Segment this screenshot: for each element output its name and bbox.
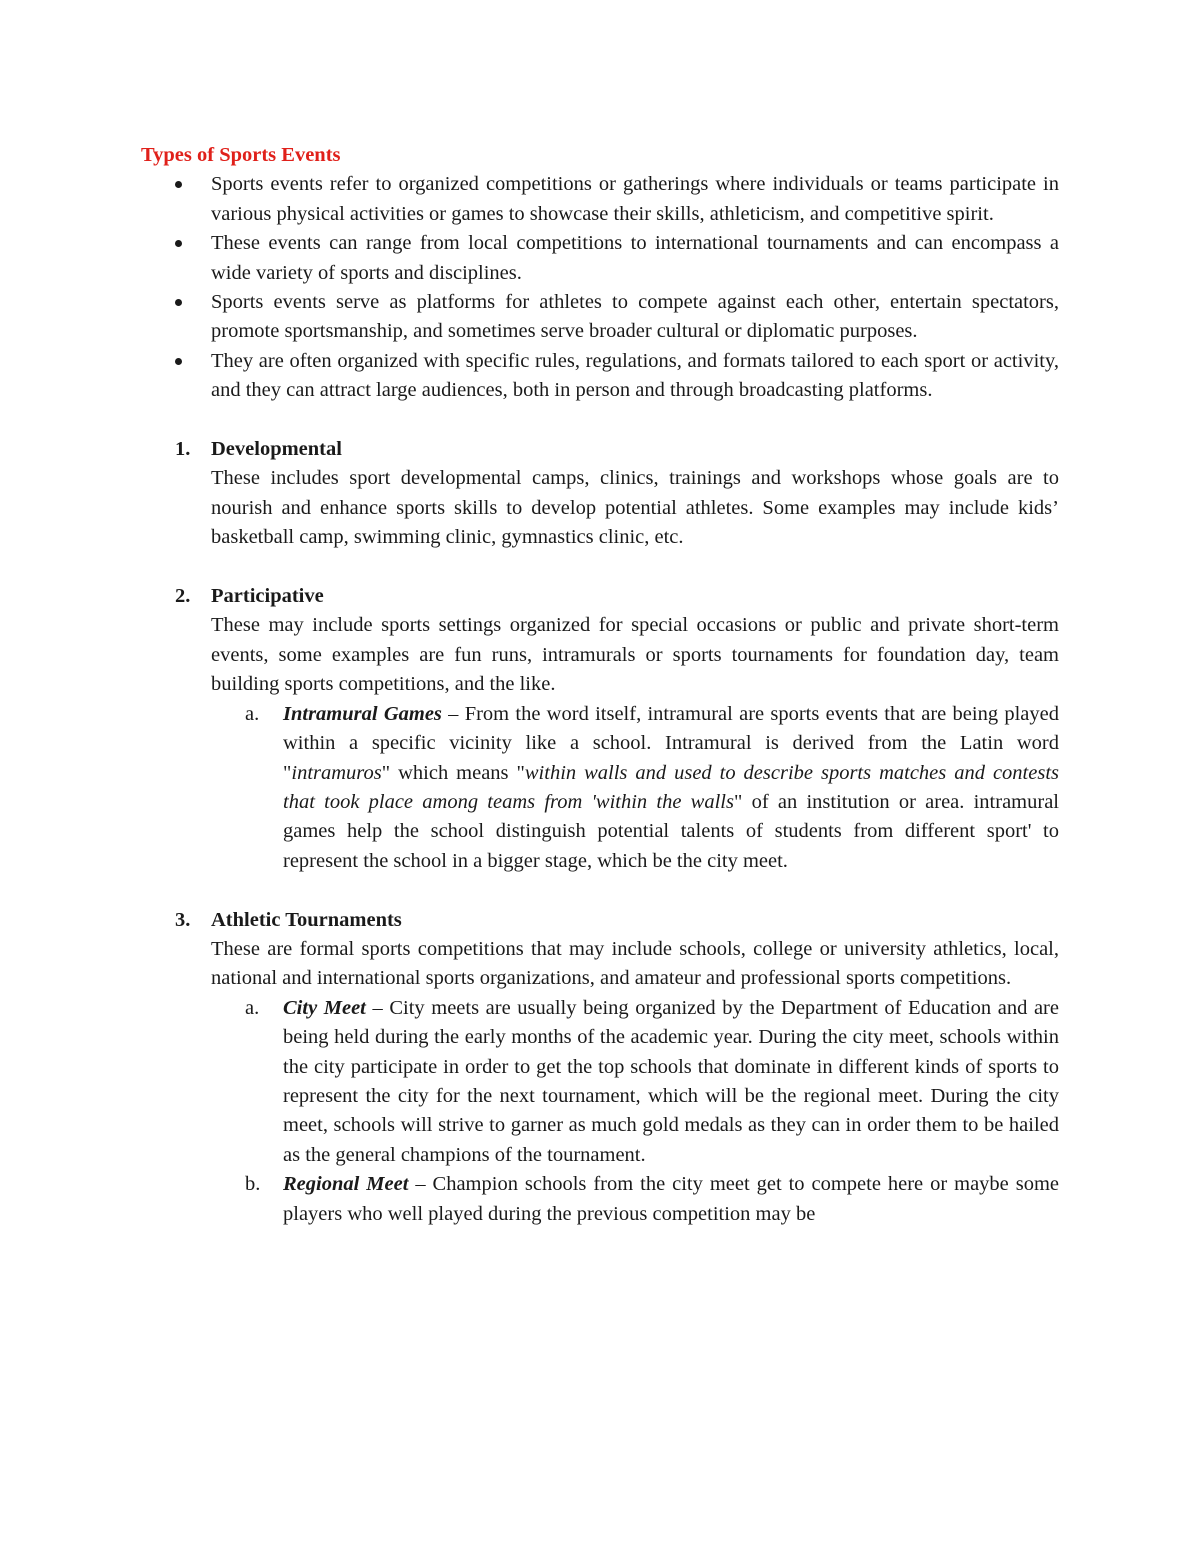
bullet-item — [141, 170, 1059, 229]
subitem-text: " which means " — [381, 761, 525, 784]
subitem-text: – City meets are usually being organized by the Department of Education and are being held during the early months of the academic year. During the city meet, schools within the city participate in order to get the top schools that dominate in different kinds of sports to represent the city for the next tournament, which will be the regional meet. During the city meet, schools will strive to garner as much gold medals as they can in order them to be hailed as the general champions of the tournament. — [283, 996, 1059, 1166]
bullet-item — [141, 288, 1059, 347]
section-athletic-tournaments — [141, 906, 1059, 1229]
bullet-icon — [175, 240, 182, 247]
subitem-text: " of an institution or area. intramural games help the school distinguish potential talents of students from different sport' to represent the school in a bigger stage, which be the city meet. — [283, 790, 1059, 872]
bullet-icon — [175, 181, 182, 188]
bullet-item — [141, 347, 1059, 406]
section-body: These includes sport developmental camps, clinics, trainings and workshops whose goals are to nourish and enhance sports skills to develop potential athletes. Some examples may include kids’ basketball camp, swimming clinic, gymnastics clinic, etc. — [211, 467, 1059, 549]
subitem-term: Intramural Games — [283, 702, 442, 725]
subitem-term: City Meet — [283, 996, 366, 1019]
section-body: These are formal sports competitions that may include schools, college or university athletics, local, national and international sports organizations, and amateur and professional sports competitions. — [211, 937, 1059, 990]
bullet-text: Sports events serve as platforms for athletes to compete against each other, entertain spectators, promote sportsmanship, and sometimes serve broader cultural or diplomatic purposes. — [211, 291, 1059, 343]
bullet-icon — [175, 299, 182, 306]
section-heading: Developmental — [211, 438, 342, 461]
subitem-letter: a. — [245, 702, 260, 725]
definition-quote: within walls and used to describe sports matches and contests that took place among teams from 'within the walls — [283, 761, 1059, 813]
subitem-term: Regional Meet — [283, 1173, 409, 1196]
subitem-regional-meet — [211, 1170, 1059, 1229]
bullet-icon — [175, 358, 182, 365]
section-number: 2. — [175, 585, 191, 608]
section-number: 1. — [175, 438, 191, 461]
subitem-letter: b. — [245, 1173, 261, 1196]
section-heading: Participative — [211, 585, 324, 608]
section-developmental — [141, 435, 1059, 553]
section-heading: Athletic Tournaments — [211, 908, 402, 931]
latin-word: intramuros — [291, 761, 382, 784]
subitem-text: – Champion schools from the city meet get to compete here or maybe some players who well played during the previous competition may be — [283, 1173, 1059, 1225]
subitem-letter: a. — [245, 996, 260, 1019]
section-participative — [141, 582, 1059, 876]
document-content — [141, 141, 1059, 1229]
section-body: These may include sports settings organized for special occasions or public and private short-term events, some examples are fun runs, intramurals or sports tournaments for foundation day, team building sports competitions, and the like. — [211, 614, 1059, 696]
subitem-city-meet — [211, 994, 1059, 1170]
bullet-text: They are often organized with specific rules, regulations, and formats tailored to each sport or activity, and they can attract large audiences, both in person and through broadcasting platforms. — [211, 349, 1059, 402]
bullet-text: Sports events refer to organized competitions or gatherings where individuals or teams participate in various physical activities or games to showcase their skills, athleticism, and competitive spirit. — [211, 173, 1059, 225]
subitem-text: – From the word itself, intramural are sports events that are being played within a specific vicinity like a school. Intramural is derived from the Latin word " — [283, 702, 1059, 784]
intro-bullet-list — [141, 170, 1059, 405]
bullet-item — [141, 229, 1059, 288]
bullet-text: These events can range from local competitions to international tournaments and can encompass a wide variety of sports and disciplines. — [211, 232, 1059, 284]
page-title: Types of Sports Events — [141, 144, 341, 166]
subitem-intramural-games — [211, 700, 1059, 876]
section-number: 3. — [175, 908, 191, 931]
